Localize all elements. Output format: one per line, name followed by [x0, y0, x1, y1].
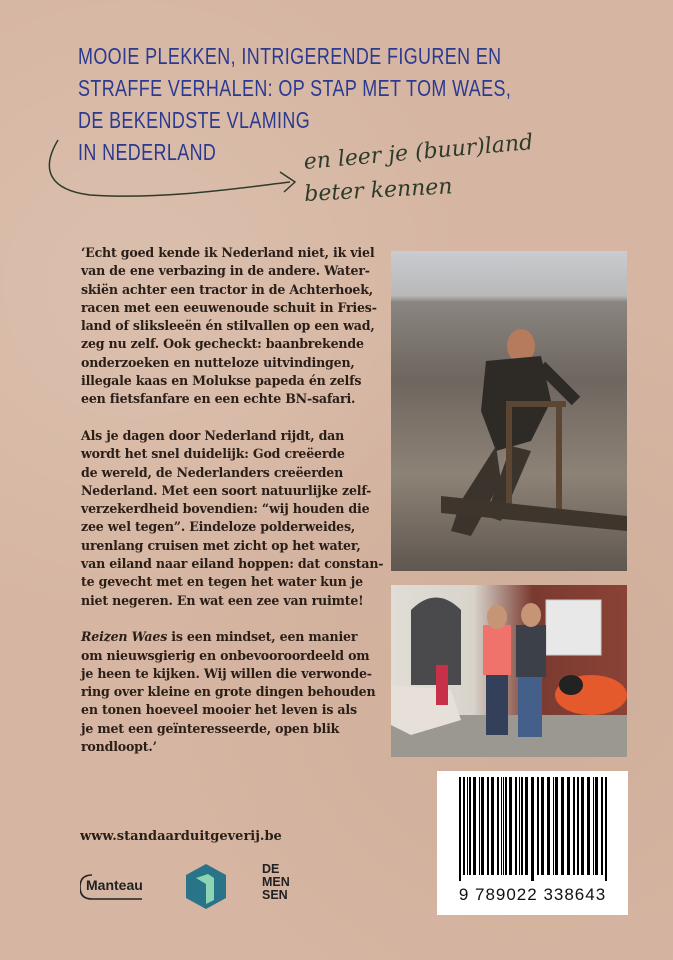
barcode-bar: [587, 777, 590, 875]
headline-line: MOOIE PLEKKEN, INTRIGERENDE FIGUREN EN: [78, 43, 502, 69]
barcode-bar: [601, 777, 603, 875]
barcode-bar: [515, 777, 517, 875]
text-line: te gevecht met en tegen het water kun je: [81, 574, 363, 590]
barcode-bar: [605, 777, 607, 881]
text-line: van eiland naar eiland hoppen: dat constan-: [81, 556, 384, 572]
text-line: de wereld, de Nederlanders creëerden: [81, 464, 344, 480]
text-line: skiën achter een tractor in de Achterhoek,: [81, 281, 373, 297]
barcode-bar: [479, 777, 480, 875]
text-line: racen met een eeuwenoude schuit in Fries-: [81, 299, 377, 315]
text-line: zeg nu zelf. Ook gecheckt: baanbrekende: [81, 336, 364, 352]
barcode-bar: [469, 777, 471, 875]
blurb: [81, 244, 386, 775]
barcode-bar: [487, 777, 489, 875]
text-line: Nederland. Met een soort natuurlijke zelf-: [81, 482, 372, 498]
barcode-bar: [537, 777, 539, 875]
text-line: land of sliksleeën én stilvallen op een wad,: [81, 318, 375, 334]
isbn-barcode: [437, 771, 628, 915]
text-line: een fietsfanfare en een echte BN-safari.: [81, 391, 356, 407]
barcode-bar: [553, 777, 554, 875]
text-line: rondloopt.’: [81, 739, 157, 755]
barcode-bar: [505, 777, 507, 875]
barcode-bar: [503, 777, 504, 875]
headline-line: IN NEDERLAND: [78, 139, 217, 165]
text-line: om nieuwsgierig en onbevooroordeeld om: [81, 647, 370, 663]
barcode-bar: [531, 777, 534, 881]
barcode-bar: [555, 777, 558, 875]
barcode-bar: [581, 777, 584, 875]
barcode-bar: [573, 777, 575, 875]
barcode-bar: [541, 777, 544, 875]
isbn-number: 9 789022 338643: [458, 885, 607, 904]
text-line: zee wel tegen”. Eindeloze polderweides,: [81, 519, 356, 535]
text-fragment: is een mindset, een manier: [167, 629, 358, 645]
text-line: [81, 628, 386, 646]
handwritten-line: en leer je (buur)land: [302, 130, 535, 176]
barcode-bar: [473, 777, 476, 875]
manteau-logo-text: Manteau: [86, 877, 143, 893]
barcode-bar: [481, 777, 484, 875]
barcode-bar: [595, 777, 598, 875]
text-line: illegale kaas en Molukse papeda én zelfs: [81, 373, 362, 389]
logo-line: MEN: [262, 875, 290, 889]
publisher-url[interactable]: www.standaarduitgeverij.be: [80, 829, 282, 844]
text-line: wordt het snel duidelijk: God creëerde: [81, 446, 345, 462]
paragraph-2: [81, 427, 386, 610]
logo-line: DE: [262, 862, 280, 876]
barcode-bar: [561, 777, 564, 875]
text-line: van de ene verbazing in de andere. Water-: [81, 263, 370, 279]
logo-line: SEN: [262, 888, 288, 902]
paragraph-1: [81, 244, 386, 409]
barcode-bar: [501, 777, 502, 875]
text-line: Als je dagen door Nederland rijdt, dan: [81, 427, 345, 443]
manteau-logo: [80, 873, 150, 901]
handwritten-line: beter kennen: [303, 174, 454, 208]
barcode-bar: [463, 777, 465, 875]
photo-bumper-cars: [391, 585, 627, 757]
barcode-bar: [497, 777, 499, 875]
paragraph-3: [81, 628, 386, 756]
text-line: ‘Echt goed kende ik Nederland niet, ik viel: [81, 245, 375, 260]
barcode-bar: [467, 777, 468, 875]
een-logo: [186, 864, 226, 909]
text-line: urenlang cruisen met zicht op het water,: [81, 537, 361, 553]
headline-line: STRAFFE VERHALEN: OP STAP MET TOM WAES,: [78, 75, 512, 101]
barcode-bar: [459, 777, 461, 881]
hand-drawn-arrow-icon: [40, 130, 320, 210]
text-line: ring over kleine en grote dingen behouden: [81, 684, 376, 700]
barcode-bars: [437, 771, 628, 883]
barcode-bar: [525, 777, 528, 875]
barcode-bar: [509, 777, 512, 875]
text-line: niet negeren. En wat een zee van ruimte!: [81, 592, 364, 608]
de-mensen-logo: [262, 863, 290, 902]
barcode-bar: [593, 777, 594, 875]
barcode-bar: [567, 777, 570, 875]
barcode-bar: [521, 777, 523, 875]
barcode-bar: [577, 777, 579, 875]
text-line: en tonen hoeveel mooier het leven is als: [81, 702, 357, 718]
text-line: verzekerdheid bovendien: “wij houden die: [81, 501, 370, 517]
barcode-bar: [519, 777, 520, 875]
photo-mudflat: [391, 251, 627, 571]
headline-line: DE BEKENDSTE VLAMING: [78, 107, 311, 133]
text-line: je met een geïnteresseerde, open blik: [81, 720, 340, 736]
book-title: Reizen Waes: [81, 629, 168, 645]
barcode-bar: [491, 777, 494, 875]
text-line: onderzoeken en nutteloze uitvindingen,: [81, 354, 355, 370]
text-line: je heen te kijken. Wij willen die verwonde-: [81, 665, 372, 681]
barcode-bar: [547, 777, 550, 875]
